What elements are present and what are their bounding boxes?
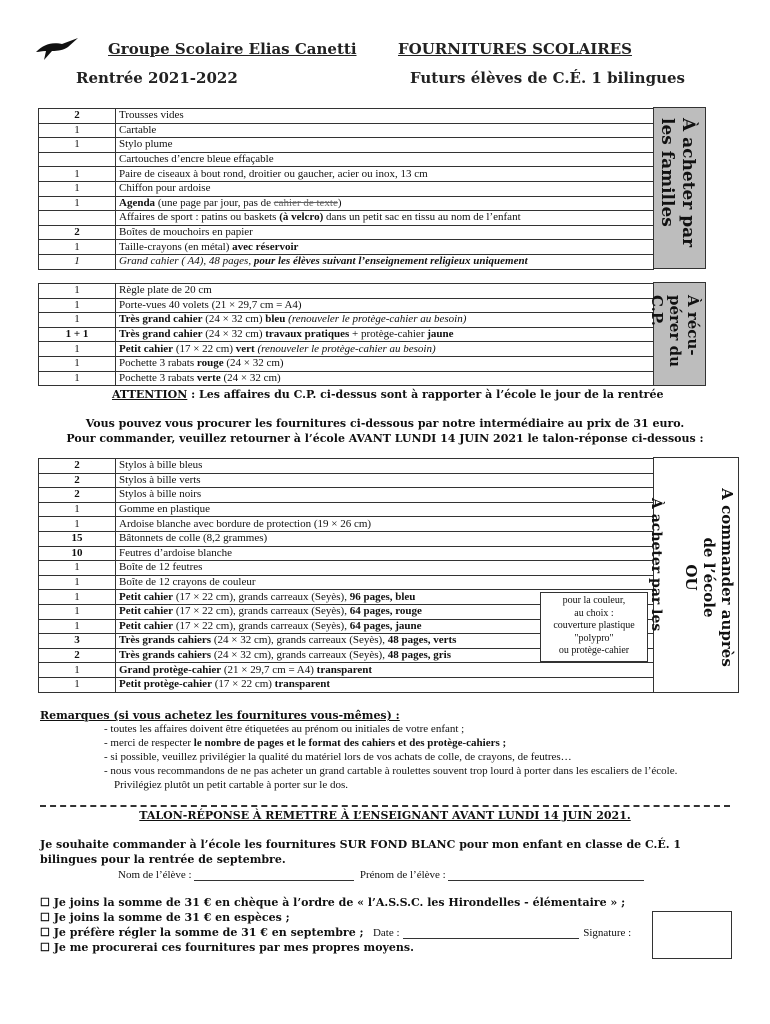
option-september[interactable]: ☐ Je préfère régler la somme de 31 € en septembre ; Date : Signature : xyxy=(40,926,632,939)
quantity-cell: 1 xyxy=(39,240,116,255)
item-cell: Paire de ciseaux à bout rond, droitier ou gaucher, acier ou inox, 13 cm xyxy=(116,167,654,182)
quantity-cell: 1 xyxy=(39,342,116,357)
table-row xyxy=(39,327,654,342)
quantity-cell: 1 xyxy=(39,167,116,182)
student-lastname-field[interactable] xyxy=(194,880,354,881)
item-cell: Règle plate de 20 cm xyxy=(116,284,654,299)
quantity-cell: 1 xyxy=(39,590,116,605)
table-row xyxy=(39,225,654,240)
intro-line-2: Pour commander, veuillez retourner à l’école AVANT LUNDI 14 JUIN 2021 le talon-réponse ci-dessous : xyxy=(66,432,704,445)
item-cell: Boîtes de mouchoirs en papier xyxy=(116,225,654,240)
table-row xyxy=(39,123,654,138)
table-row xyxy=(39,211,654,226)
school-name: Groupe Scolaire Elias Canetti xyxy=(108,40,357,58)
intro-line-1: Vous pouvez vous procurer les fournitures ci-dessous par notre intermédiaire au prix de 31 euro. xyxy=(85,417,685,430)
item-cell: Stylos à bille verts xyxy=(116,473,654,488)
school-year: Rentrée 2021-2022 xyxy=(76,69,238,87)
signature-box[interactable] xyxy=(652,911,732,959)
table-row xyxy=(39,181,654,196)
quantity-cell: 1 xyxy=(39,123,116,138)
quantity-cell: 3 xyxy=(39,634,116,649)
item-cell: Très grand cahier (24 × 32 cm) travaux pratiques + protège-cahier jaune xyxy=(116,327,654,342)
table-retrieve-from-cp xyxy=(38,283,654,386)
quantity-cell: 2 xyxy=(39,473,116,488)
option-self[interactable]: ☐ Je me procurerai ces fournitures par mes propres moyens. xyxy=(40,941,414,954)
list-item: - merci de respecter le nombre de pages et le format des cahiers et des protège-cahiers ; xyxy=(104,737,507,749)
item-cell: Ardoise blanche avec bordure de protection (19 × 26 cm) xyxy=(116,517,654,532)
table-row xyxy=(39,575,654,590)
table-row xyxy=(39,298,654,313)
table-row xyxy=(39,109,654,124)
table-row xyxy=(39,313,654,328)
side-text-order-from-school: A commander auprès de l’école OU xyxy=(682,488,736,667)
quantity-cell: 1 xyxy=(39,561,116,576)
item-cell: Cartouches d’encre bleue effaçable xyxy=(116,152,654,167)
table-row xyxy=(39,342,654,357)
checkbox-icon[interactable]: ☐ xyxy=(40,911,50,924)
attention-note: ATTENTION : Les affaires du C.P. ci-dessus sont à rapporter à l’école le jour de la rentrée xyxy=(112,388,664,401)
item-cell: Trousses vides xyxy=(116,109,654,124)
quantity-cell: 1 xyxy=(39,356,116,371)
color-choice-note: pour la couleur, au choix : couverture plastique "polypro" ou protège-cahier xyxy=(540,592,648,662)
side-text-buy-by: À acheter par les xyxy=(648,498,664,632)
item-cell: Cartable xyxy=(116,123,654,138)
table-row xyxy=(39,663,654,678)
quantity-cell: 2 xyxy=(39,459,116,474)
quantity-cell: 1 xyxy=(39,254,116,269)
quantity-cell: 1 xyxy=(39,604,116,619)
item-cell: Feutres d’ardoise blanche xyxy=(116,546,654,561)
quantity-cell xyxy=(39,152,116,167)
checkbox-icon[interactable]: ☐ xyxy=(40,926,50,939)
list-item: - si possible, veuillez privilégier la qualité du matériel lors de vos achats de colle, de crayons, de feutres… xyxy=(104,751,572,763)
quantity-cell: 2 xyxy=(39,648,116,663)
table-buy-by-families xyxy=(38,108,654,270)
table-row xyxy=(39,502,654,517)
item-cell: Stylo plume xyxy=(116,138,654,153)
cut-line xyxy=(40,805,730,807)
quantity-cell: 2 xyxy=(39,225,116,240)
option-cash[interactable]: ☐ Je joins la somme de 31 € en espèces ; xyxy=(40,911,290,924)
quantity-cell: 1 xyxy=(39,138,116,153)
item-cell: Petit protège-cahier (17 × 22 cm) transparent xyxy=(116,677,654,692)
checkbox-icon[interactable]: ☐ xyxy=(40,941,50,954)
table-row xyxy=(39,561,654,576)
list-item: - toutes les affaires doivent être étiquetées au prénom ou initiales de votre enfant ; xyxy=(104,723,465,735)
item-cell: Bâtonnets de colle (8,2 grammes) xyxy=(116,531,654,546)
quantity-cell: 1 + 1 xyxy=(39,327,116,342)
option-cheque[interactable]: ☐ Je joins la somme de 31 € en chèque à l’ordre de « l’A.S.S.C. les Hirondelles - élémentaire » ; xyxy=(40,896,626,909)
school-logo-bird-icon xyxy=(34,38,80,62)
table-row xyxy=(39,488,654,503)
table-row xyxy=(39,473,654,488)
table-row xyxy=(39,517,654,532)
table-row xyxy=(39,138,654,153)
item-cell: Boîte de 12 feutres xyxy=(116,561,654,576)
table-row xyxy=(39,284,654,299)
item-cell: Petit cahier (17 × 22 cm), grands carreaux (Seyès), 64 pages, rouge xyxy=(116,604,654,619)
item-cell: Taille-crayons (en métal) avec réservoir xyxy=(116,240,654,255)
item-cell: Porte-vues 40 volets (21 × 29,7 cm = A4) xyxy=(116,298,654,313)
item-cell: Petit cahier (17 × 22 cm) vert (renouveler le protège-cahier au besoin) xyxy=(116,342,654,357)
item-cell: Agenda (une page par jour, pas de cahier de texte) xyxy=(116,196,654,211)
side-text-retrieve-from-cp: À récu- pérer du C.P. xyxy=(648,295,702,367)
item-cell: Très grands cahiers (24 × 32 cm), grands carreaux (Seyès), 48 pages, verts xyxy=(116,634,654,649)
item-cell: Stylos à bille bleus xyxy=(116,459,654,474)
table-row xyxy=(39,546,654,561)
quantity-cell: 1 xyxy=(39,663,116,678)
item-cell: Très grand cahier (24 × 32 cm) bleu (renouveler le protège-cahier au besoin) xyxy=(116,313,654,328)
table-row xyxy=(39,196,654,211)
table-row xyxy=(39,167,654,182)
item-cell: Petit cahier (17 × 22 cm), grands carreaux (Seyès), 64 pages, jaune xyxy=(116,619,654,634)
item-cell: Grand protège-cahier (21 × 29,7 cm = A4) transparent xyxy=(116,663,654,678)
quantity-cell: 1 xyxy=(39,575,116,590)
quantity-cell: 2 xyxy=(39,109,116,124)
item-cell: Chiffon pour ardoise xyxy=(116,181,654,196)
page-title: FOURNITURES SCOLAIRES xyxy=(398,40,632,58)
date-field[interactable] xyxy=(403,938,579,939)
quantity-cell: 1 xyxy=(39,371,116,386)
item-cell: Grand cahier ( A4), 48 pages, pour les élèves suivant l’enseignement religieux uniquement xyxy=(116,254,654,269)
quantity-cell: 15 xyxy=(39,531,116,546)
quantity-cell: 10 xyxy=(39,546,116,561)
talon-title: TALON-RÉPONSE À REMETTRE À L’ENSEIGNANT AVANT LUNDI 14 JUIN 2021. xyxy=(139,809,631,822)
talon-wish: Je souhaite commander à l’école les fournitures SUR FOND BLANC pour mon enfant en classe de C.É. 1 bilingues pour la rentrée de septembre. xyxy=(40,838,682,866)
list-item: - nous vous recommandons de ne pas acheter un grand cartable à roulettes souvent trop lourd à porter dans les escaliers de l’école. Privilégiez plutôt un petit cartable à porter sur le dos. xyxy=(104,765,678,791)
quantity-cell: 1 xyxy=(39,517,116,532)
item-cell: Stylos à bille noirs xyxy=(116,488,654,503)
class-name: Futurs élèves de C.É. 1 bilingues xyxy=(410,69,685,87)
item-cell: Pochette 3 rabats verte (24 × 32 cm) xyxy=(116,371,654,386)
quantity-cell: 1 xyxy=(39,196,116,211)
table-row xyxy=(39,254,654,269)
quantity-cell: 2 xyxy=(39,488,116,503)
item-cell: Gomme en plastique xyxy=(116,502,654,517)
quantity-cell: 1 xyxy=(39,298,116,313)
item-cell: Affaires de sport : patins ou baskets (à velcro) dans un petit sac en tissu au nom de l’enfant xyxy=(116,211,654,226)
student-name-row: Nom de l’élève : Prénom de l’élève : xyxy=(118,869,644,881)
quantity-cell: 1 xyxy=(39,677,116,692)
student-firstname-field[interactable] xyxy=(448,880,644,881)
side-text-buy-by-families: À acheter par les familles xyxy=(657,118,698,248)
quantity-cell: 1 xyxy=(39,181,116,196)
quantity-cell: 1 xyxy=(39,313,116,328)
item-cell: Petit cahier (17 × 22 cm), grands carreaux (Seyès), 96 pages, bleu xyxy=(116,590,654,605)
quantity-cell: 1 xyxy=(39,502,116,517)
remarks-list xyxy=(104,722,704,792)
item-cell: Boîte de 12 crayons de couleur xyxy=(116,575,654,590)
quantity-cell xyxy=(39,211,116,226)
table-row xyxy=(39,240,654,255)
quantity-cell: 1 xyxy=(39,619,116,634)
table-row xyxy=(39,677,654,692)
remarks-title: Remarques (si vous achetez les fournitures vous-mêmes) : xyxy=(40,709,400,722)
table-row xyxy=(39,152,654,167)
quantity-cell: 1 xyxy=(39,284,116,299)
table-row xyxy=(39,459,654,474)
item-cell: Très grands cahiers (24 × 32 cm), grands carreaux (Seyès), 48 pages, gris xyxy=(116,648,654,663)
item-cell: Pochette 3 rabats rouge (24 × 32 cm) xyxy=(116,356,654,371)
table-row xyxy=(39,356,654,371)
checkbox-icon[interactable]: ☐ xyxy=(40,896,50,909)
table-row xyxy=(39,531,654,546)
table-row xyxy=(39,371,654,386)
